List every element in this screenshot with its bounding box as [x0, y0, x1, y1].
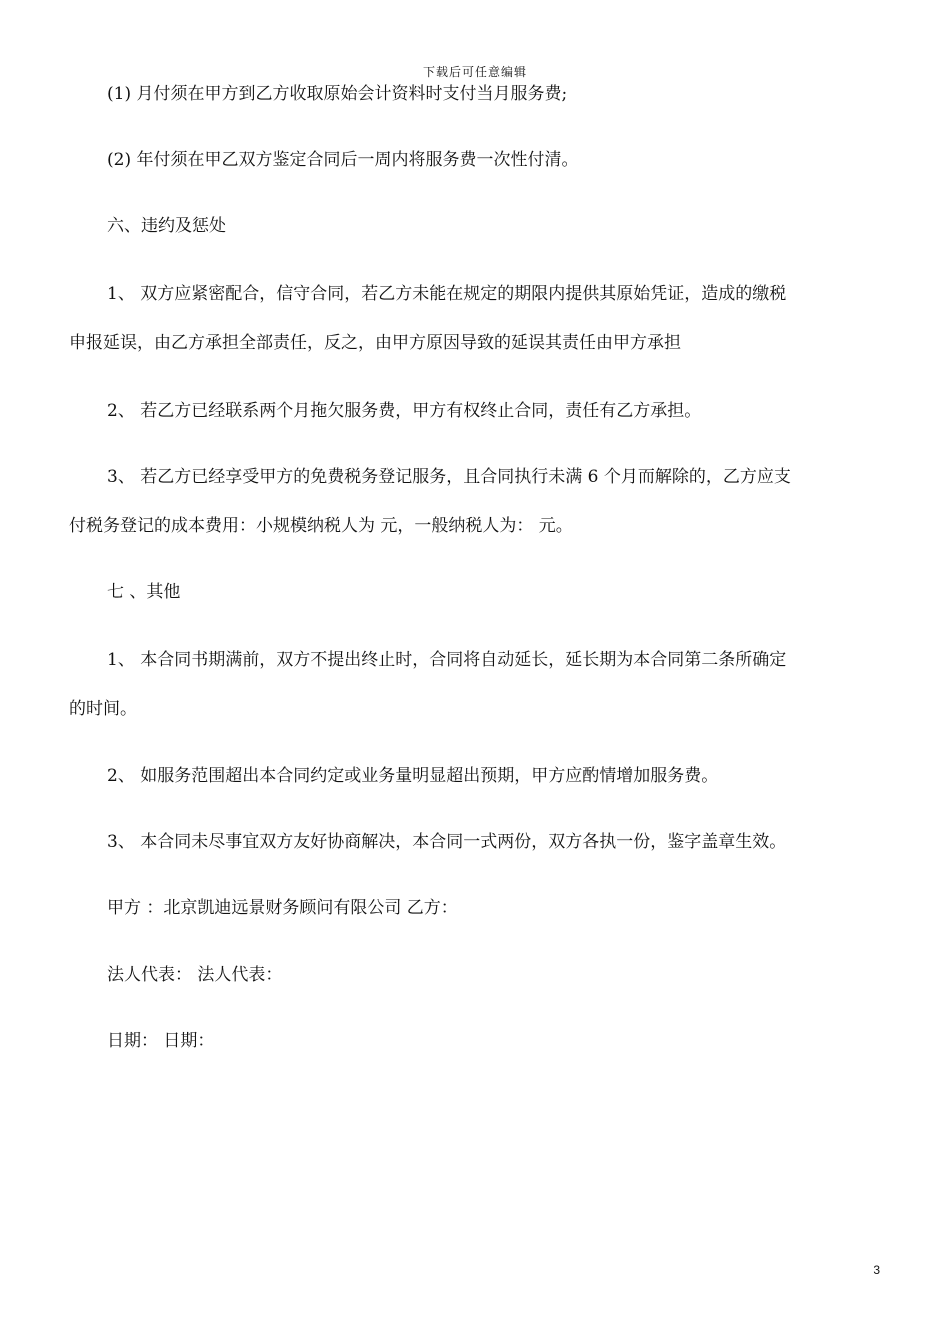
- clause-other-2: 2、 如服务范围超出本合同约定或业务量明显超出预期，甲方应酌情增加服务费。: [107, 766, 719, 786]
- clause-payment-monthly: (1) 月付须在甲方到乙方收取原始会计资料时支付当月服务费;: [107, 84, 568, 104]
- signature-party: 甲方 ：北京凯迪远景财务顾问有限公司 乙方：: [107, 898, 458, 918]
- clause-breach-3-line2: 付税务登记的成本费用：小规模纳税人为 元，一般纳税人为： 元。: [69, 516, 573, 536]
- clause-breach-1-line2: 申报延误，由乙方承担全部责任，反之，由甲方原因导致的延误其责任由甲方承担: [69, 333, 681, 353]
- clause-other-1-line2: 的时间。: [69, 699, 137, 719]
- signature-date: 日期： 日期：: [107, 1031, 215, 1051]
- clause-payment-yearly: (2) 年付须在甲乙双方鉴定合同后一周内将服务费一次性付清。: [107, 150, 579, 170]
- page-header: 下载后可任意编辑: [422, 65, 527, 79]
- section-title-breach: 六、违约及惩处: [107, 216, 226, 236]
- clause-other-1-line1: 1、 本合同书期满前，双方不提出终止时，合同将自动延长，延长期为本合同第二条所确定: [107, 650, 787, 670]
- clause-breach-2: 2、 若乙方已经联系两个月拖欠服务费，甲方有权终止合同，责任有乙方承担。: [107, 401, 702, 421]
- clause-breach-1-line1: 1、 双方应紧密配合，信守合同，若乙方未能在规定的期限内提供其原始凭证，造成的缴税: [107, 284, 787, 304]
- signature-legal-rep: 法人代表： 法人代表：: [107, 965, 283, 985]
- clause-other-3: 3、 本合同未尽事宜双方友好协商解决，本合同一式两份，双方各执一份，鉴字盖章生效。: [107, 832, 787, 852]
- section-title-other: 七 、其他: [107, 582, 181, 602]
- page-number: 3: [873, 1263, 880, 1277]
- clause-breach-3-line1: 3、 若乙方已经享受甲方的免费税务登记服务，且合同执行未满 6 个月而解除的，乙方应支: [107, 467, 791, 487]
